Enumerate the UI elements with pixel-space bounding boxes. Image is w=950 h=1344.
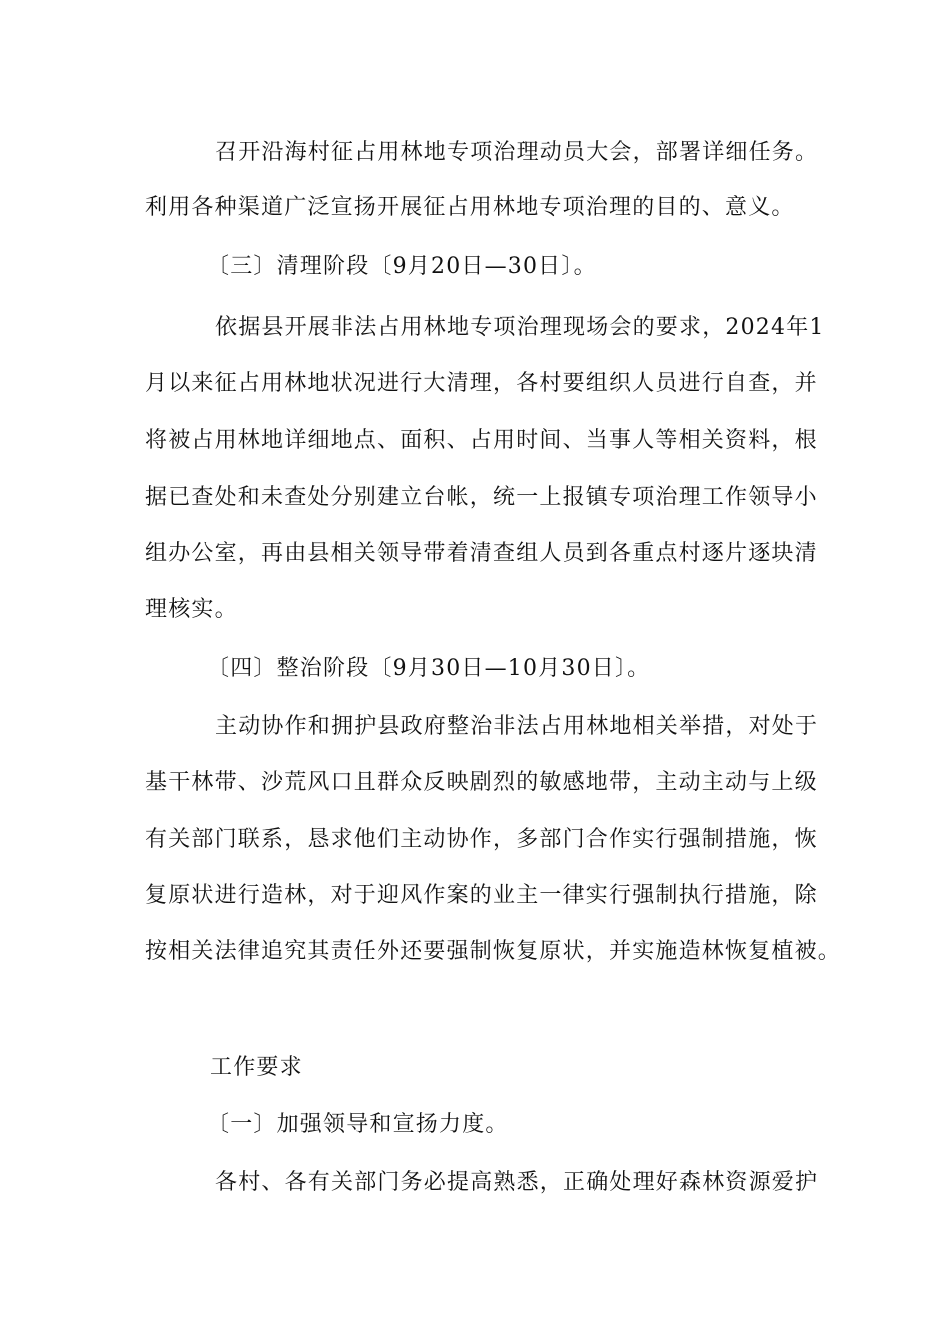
section-heading: 〔四〕整治阶段〔9月30日—10月30日〕。: [207, 656, 651, 681]
paragraph-line: 将被占用林地详细地点、面积、占用时间、当事人等相关资料，根: [145, 428, 818, 453]
paragraph-line: 利用各种渠道广泛宣扬开展征占用林地专项治理的目的、意义。: [145, 195, 795, 220]
paragraph-line: 主动协作和拥护县政府整治非法占用林地相关举措，对处于: [215, 714, 819, 739]
paragraph-line: 召开沿海村征占用林地专项治理动员大会，部署详细任务。: [215, 140, 819, 165]
paragraph-line: 各村、各有关部门务必提高熟悉，正确处理好森林资源爱护: [215, 1170, 819, 1195]
section-heading: 〔一〕加强领导和宣扬力度。: [207, 1112, 509, 1137]
paragraph-line: 依据县开展非法占用林地专项治理现场会的要求，2024年1: [215, 315, 825, 340]
paragraph-line: 理核实。: [145, 597, 238, 622]
section-title: 工作要求: [210, 1055, 303, 1080]
paragraph-line: 组办公室，再由县相关领导带着清查组人员到各重点村逐片逐块清: [145, 541, 818, 566]
paragraph-line: 按相关法律追究其责任外还要强制恢复原状，并实施造林恢复植被。: [145, 939, 842, 964]
section-heading: 〔三〕清理阶段〔9月20日—30日〕。: [207, 254, 597, 279]
paragraph-line: 据已查处和未查处分别建立台帐，统一上报镇专项治理工作领导小: [145, 485, 818, 510]
paragraph-line: 有关部门联系，恳求他们主动协作，多部门合作实行强制措施，恢: [145, 827, 818, 852]
paragraph-line: 复原状进行造林，对于迎风作案的业主一律实行强制执行措施，除: [145, 883, 818, 908]
paragraph-line: 基干林带、沙荒风口且群众反映剧烈的敏感地带，主动主动与上级: [145, 770, 818, 795]
paragraph-line: 月以来征占用林地状况进行大清理，各村要组织人员进行自查，并: [145, 371, 818, 396]
